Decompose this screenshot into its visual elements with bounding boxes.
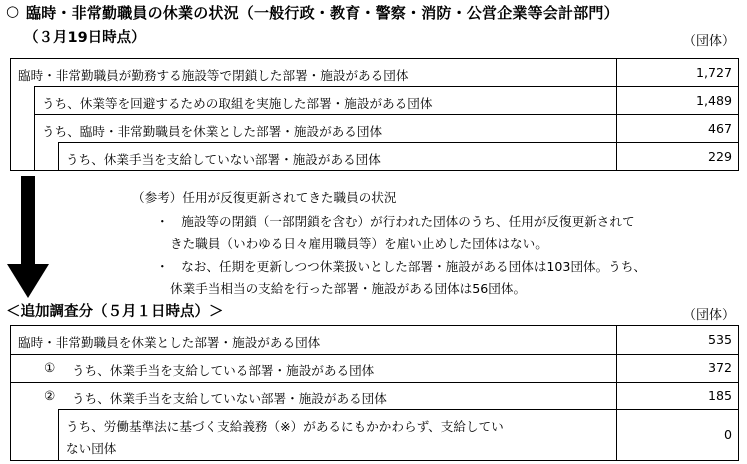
table1-row2-label: うち、休業等を回避するための取組を実施した部署・施設がある団体 [42,96,433,111]
table2-row3-label: うち、休業手当を支給していない部署・施設がある団体 [72,391,387,406]
table2-row4-value: 0 [723,427,732,442]
unit-label: （団体） [683,34,736,49]
reference-heading: （参考）任用が反復更新されてきた職員の状況 [132,190,397,205]
table2-row4-label-line1: うち、労働基準法に基づく支給義務（※）があるにもかかわらず、支給してい [66,419,504,434]
table2-row3-num: ② [44,388,56,403]
table2-row2-label: うち、休業手当を支給している部署・施設がある団体 [72,363,375,378]
reference-bullet1-line2: きた職員（いわゆる日々雇用職員等）を雇い止めした団体はない。 [170,236,548,251]
table2-indent-line [58,409,59,461]
table2-divider1 [10,354,739,355]
reference-bullet1-line1: ・ 施設等の閉鎖（一部閉鎖を含む）が行われた団体のうち、任用が反復更新されて [156,214,635,229]
section2-unit: （団体） [683,308,736,323]
table2-row1-value: 535 [707,332,732,347]
date-label: （３月19日時点） [24,30,146,46]
table2-divider3 [58,409,739,410]
table2-value-divider [616,325,617,461]
table2-row2-value: 372 [707,360,732,375]
table2-row3-value: 185 [707,388,732,403]
table2-divider2 [10,382,739,383]
table1-row3-label: うち、臨時・非常勤職員を休業とした部署・施設がある団体 [42,124,383,139]
section2-title: ＜追加調査分（５月１日時点）＞ [6,304,224,320]
header-bullet: ○ [6,2,20,20]
table2-row1-label: 臨時・非常勤職員を休業とした部署・施設がある団体 [18,335,321,350]
table1-row3-value: 467 [707,121,732,136]
reference-bullet2-line2: 休業手当相当の支給を行った部署・施設がある団体は56団体。 [170,281,527,296]
table1-row4-value: 229 [707,149,732,164]
table2-row2-num: ① [44,360,56,375]
table1-row2-value: 1,489 [695,93,732,108]
table2-row4-label-line2: ない団体 [66,441,117,456]
table1-row1-value: 1,727 [695,65,732,80]
table1-row1-label: 臨時・非常勤職員が勤務する施設等で閉鎖した部署・施設がある団体 [18,68,409,83]
page-title: 臨時・非常勤職員の休業の状況（一般行政・教育・警察・消防・公営企業等会計部門） [26,4,619,22]
reference-bullet2-line1: ・ なお、任期を更新しつつ休業扱いとした部署・施設がある団体は103団体。うち、 [156,259,647,274]
down-arrow-icon [4,176,54,300]
table1-value-divider [616,58,617,171]
table1-row4-label: うち、休業手当を支給していない部署・施設がある団体 [66,152,381,167]
